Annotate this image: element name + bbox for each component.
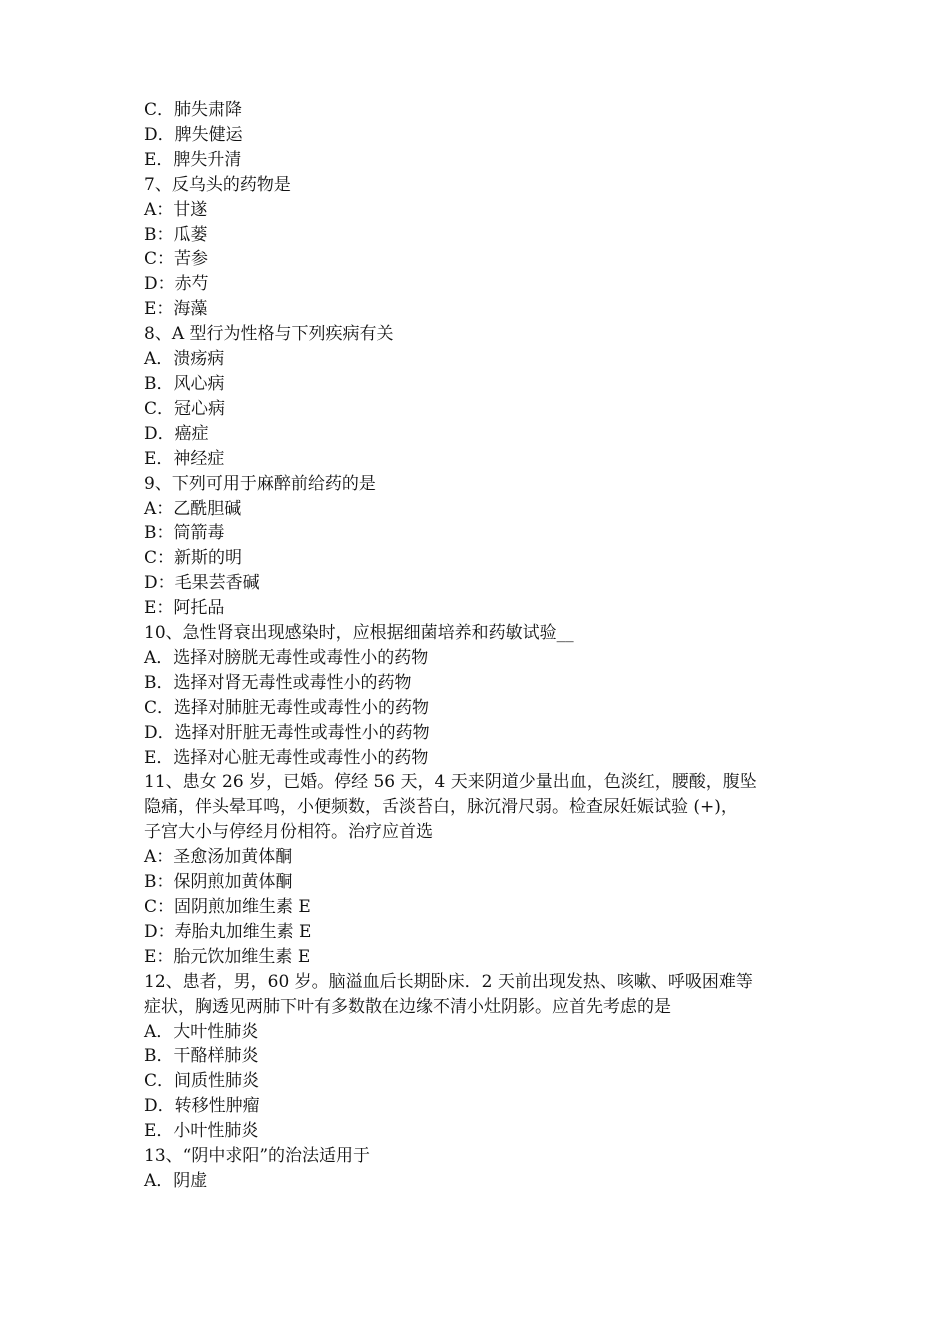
question-11 xyxy=(144,770,820,969)
option-e: E．小叶性肺炎 xyxy=(144,1121,259,1142)
option-d: D：毛果芸香碱 xyxy=(144,573,260,594)
option-e: E：阿托品 xyxy=(144,598,225,619)
option-c: C．肺失肃降 xyxy=(144,100,243,120)
option-a: A．阴虚 xyxy=(144,1170,208,1191)
option-a: A：甘遂 xyxy=(144,199,208,220)
option-b: B：筒箭毒 xyxy=(144,523,225,544)
option-a: A：圣愈汤加黄体酮 xyxy=(144,847,293,868)
question-7-stem: 7、反乌头的药物是 xyxy=(144,174,291,195)
option-e: E：胎元饮加维生素 E xyxy=(144,946,311,967)
question-11-stem-line-3: 子宫大小与停经月份相符。治疗应首选 xyxy=(144,822,433,843)
question-10 xyxy=(144,621,820,770)
option-a: A．溃疡病 xyxy=(144,349,225,370)
option-b: B．干酪样肺炎 xyxy=(144,1046,259,1067)
question-12-stem-line-1: 12、患者，男，60 岁。脑溢血后长期卧床．2 天前出现发热、咳嗽、呼吸困难等 xyxy=(144,971,753,992)
option-d: D．癌症 xyxy=(144,423,209,444)
question-13-stem: 13、“阴中求阳”的治法适用于 xyxy=(144,1146,371,1167)
question-9-stem: 9、下列可用于麻醉前给药的是 xyxy=(144,473,376,494)
option-d: D：赤芍 xyxy=(144,274,209,295)
option-d: D．脾失健运 xyxy=(144,124,243,145)
option-a: A．选择对膀胱无毒性或毒性小的药物 xyxy=(144,647,429,668)
question-8-stem: 8、A 型行为性格与下列疾病有关 xyxy=(144,324,394,345)
option-b: B．选择对肾无毒性或毒性小的药物 xyxy=(144,672,412,693)
option-d: D：寿胎丸加维生素 E xyxy=(144,921,312,942)
option-e: E：海藻 xyxy=(144,299,208,320)
option-c: C．冠心病 xyxy=(144,398,226,419)
question-12 xyxy=(144,970,820,1144)
question-13 xyxy=(144,1144,820,1194)
question-8 xyxy=(144,322,820,471)
option-c: C：苦参 xyxy=(144,249,209,270)
option-d: D．选择对肝脏无毒性或毒性小的药物 xyxy=(144,722,430,743)
question-9 xyxy=(144,472,820,621)
option-b: B．风心病 xyxy=(144,373,225,394)
question-11-stem-line-2: 隐痛，伴头晕耳鸣，小便频数，舌淡苔白，脉沉滑尺弱。检查尿妊娠试验 (+)， xyxy=(144,797,738,818)
option-d: D．转移性肿瘤 xyxy=(144,1096,260,1117)
option-e: E．神经症 xyxy=(144,448,225,469)
option-e: E．脾失升清 xyxy=(144,149,242,170)
question-10-stem: 10、急性肾衰出现感染时，应根据细菌培养和药敏试验__ xyxy=(144,623,574,644)
option-b: B：保阴煎加黄体酮 xyxy=(144,872,293,893)
option-a: A：乙酰胆碱 xyxy=(144,498,242,519)
option-b: B：瓜蒌 xyxy=(144,224,208,245)
option-a: A．大叶性肺炎 xyxy=(144,1021,259,1042)
question-7 xyxy=(144,173,820,322)
option-c: C：固阴煎加维生素 E xyxy=(144,897,311,917)
question-12-stem-line-2: 症状，胸透见两肺下叶有多数散在边缘不清小灶阴影。应首先考虑的是 xyxy=(144,996,671,1017)
option-c: C．选择对肺脏无毒性或毒性小的药物 xyxy=(144,697,430,718)
document-content xyxy=(144,98,820,1194)
option-e: E．选择对心脏无毒性或毒性小的药物 xyxy=(144,747,429,768)
option-c: C：新斯的明 xyxy=(144,548,243,569)
option-c: C．间质性肺炎 xyxy=(144,1071,260,1092)
question-6-options-tail xyxy=(144,98,820,173)
question-11-stem-line-1: 11、患女 26 岁，已婚。停经 56 天，4 天来阴道少量出血，色淡红，腰酸，腹坠 xyxy=(144,772,757,793)
